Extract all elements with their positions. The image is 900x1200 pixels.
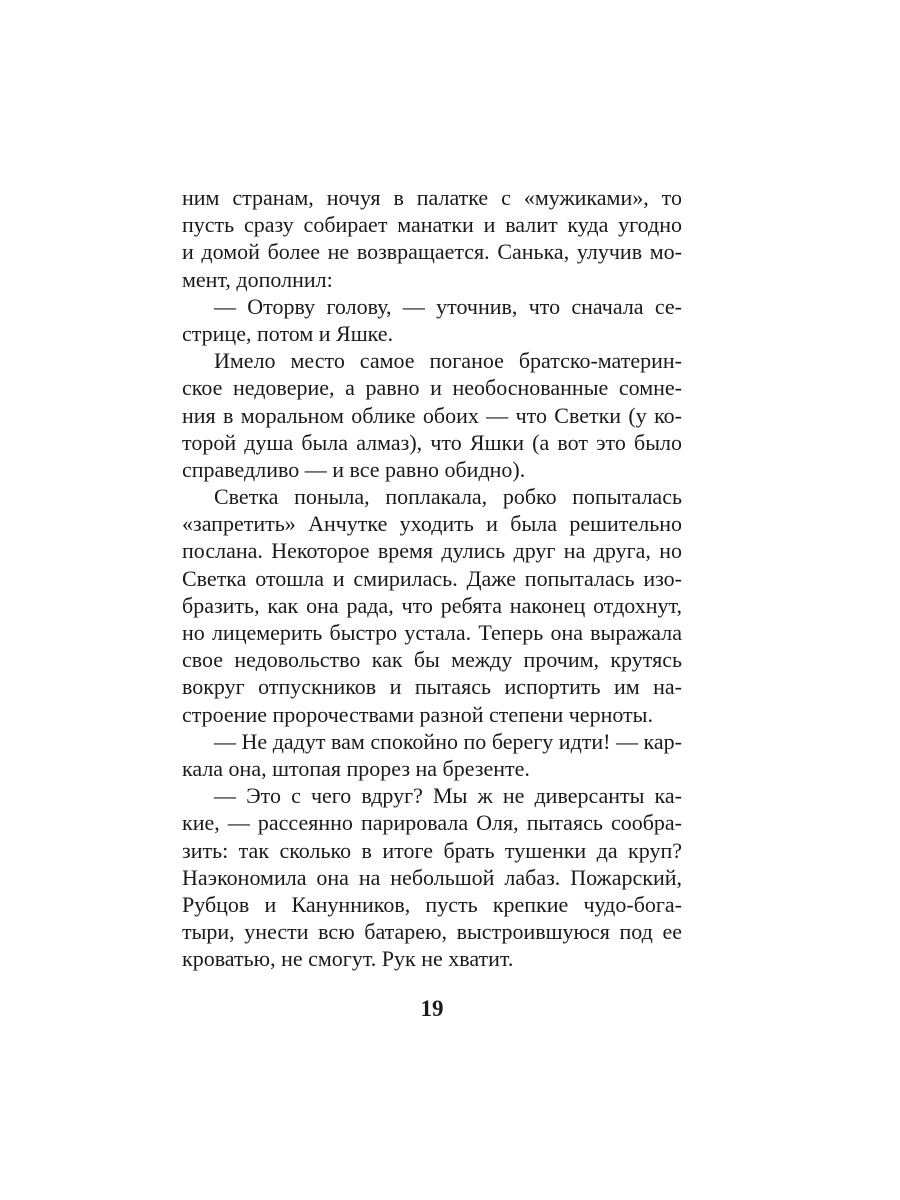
body-text [182,184,682,972]
text-line: бразить, как она рада, что ребята наконец отдохнут, [182,592,682,618]
text-line: Светка отошла и смирилась. Даже попыталась изо- [182,565,682,591]
text-line: — Это с чего вдруг? Мы ж не диверсанты ка- [214,783,682,809]
text-line: — Не дадут вам спокойно по берегу идти! — кар- [214,728,682,754]
text-line: послана. Некоторое время дулись друг на друга, но [182,538,682,564]
page-number: 19 [420,996,444,1021]
text-line: кроватью, не смогут. Рук не хватит. [182,946,514,972]
text-line: «запретить» Анчутке уходить и была решительно [182,511,682,537]
text-line: ним странам, ночуя в палатке с «мужиками», то [182,185,682,210]
text-line: кала она, штопая прорез на брезенте. [182,755,530,781]
text-line: мент, дополнил: [182,266,333,292]
text-line: Имело место самое поганое братско-материн- [214,348,682,374]
text-line: тыри, унести всю батарею, выстроившуюся под ее [182,919,682,945]
text-line: торой душа была алмаз), что Яшки (а вот это было [182,429,682,455]
text-line: кие, — рассеянно парировала Оля, пытаясь сообра- [182,810,682,836]
text-line: Светка поныла, поплакала, робко попыталась [214,484,682,510]
text-line: Наэкономила она на небольшой лабаз. Пожарский, [182,864,682,890]
text-line: стрице, потом и Яшке. [182,320,394,346]
text-line: и домой более не возвращается. Санька, улучив мо- [182,239,682,265]
text-line: вокруг отпускников и пытаясь испортить им на- [182,674,682,700]
text-line: пусть сразу собирает манатки и валит куда угодно [182,212,682,238]
text-line: но лицемерить быстро устала. Теперь она выражала [182,620,682,645]
text-line: справедливо — и все равно обидно). [182,456,526,482]
text-line: свое недовольство как бы между прочим, крутясь [182,647,682,673]
text-line: ния в моральном облике обоих — что Светки (у ко- [182,402,682,428]
text-line: — Оторву голову, — уточнив, что сначала се- [214,293,682,319]
text-line: Рубцов и Канунников, пусть крепкие чудо-бога- [182,891,682,917]
text-line: ское недоверие, а равно и необоснованные сомне- [182,375,682,401]
text-line: строение пророчествами разной степени черноты. [182,701,653,727]
text-line: зить: так сколько в итоге брать тушенки да круп? [182,837,682,863]
